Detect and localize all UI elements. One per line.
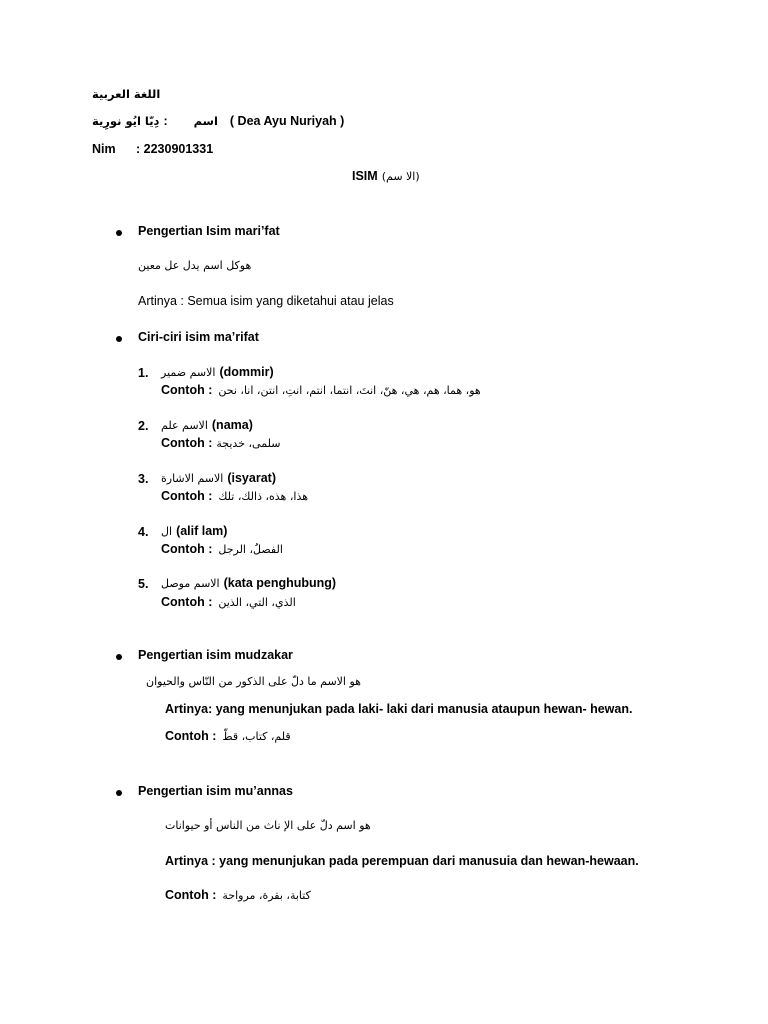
- meaning-marifat: Artinya : Semua isim yang diketahui atau jelas: [138, 294, 394, 308]
- item-arabic: الاسم موصل: [161, 577, 220, 590]
- contoh-label: Contoh :: [161, 436, 213, 450]
- list-item: [161, 365, 274, 379]
- item-arabic: الاسم ضمير: [161, 366, 216, 379]
- list-number: 1.: [138, 366, 149, 380]
- title-arabic: (الا سم): [381, 170, 420, 183]
- list-item: [161, 524, 227, 538]
- example-arabic: الذي، التي، الذين: [218, 596, 296, 609]
- list-item: [161, 576, 336, 590]
- definition-arabic-marifat: هوكل اسم يدل عل معين: [138, 259, 252, 272]
- list-number: 5.: [138, 577, 149, 591]
- contoh-label: Contoh :: [161, 383, 213, 397]
- example-arabic: سلمى، خديجة: [216, 437, 281, 450]
- bullet: [116, 336, 122, 342]
- section-heading-mudzakar: Pengertian isim mudzakar: [138, 648, 293, 662]
- name-colon: :: [163, 114, 168, 128]
- item-arabic: الاسم علم: [161, 419, 208, 432]
- name-latin: ( Dea Ayu Nuriyah ): [229, 114, 345, 128]
- nim-label: Nim: [92, 142, 116, 156]
- example-line: [161, 383, 481, 397]
- list-item: [161, 471, 276, 485]
- example-line: [161, 542, 283, 556]
- example-line: [161, 436, 280, 450]
- name-arabic: دِيّا ايُو نورِية: [92, 114, 160, 128]
- item-latin: (kata penghubung): [223, 576, 337, 590]
- item-arabic: ال: [161, 525, 173, 538]
- definition-arabic-mudzakar: هو الاسم ما دلّ على الذكور من النّاس والحيوان: [146, 675, 361, 688]
- example-line: [165, 888, 311, 902]
- contoh-label: Contoh :: [165, 729, 217, 743]
- list-number: 2.: [138, 419, 149, 433]
- section-heading-ciri: Ciri-ciri isim ma’rifat: [138, 330, 259, 344]
- bullet: [116, 230, 122, 236]
- item-latin: (dommir): [219, 365, 274, 379]
- contoh-label: Contoh :: [161, 542, 213, 556]
- list-number: 4.: [138, 525, 149, 539]
- example-arabic: هو، هما، هم، هي، هنّ، انتَ، انتما، انتم، انتِ، انتن، انا، نحن: [218, 384, 481, 397]
- bullet: [116, 654, 122, 660]
- name-line: [92, 114, 344, 128]
- contoh-label: Contoh :: [161, 489, 213, 503]
- bullet: [116, 790, 122, 796]
- meaning-mudzakar: Artinya: yang menunjukan pada laki- laki dari manusia ataupun hewan- hewan.: [165, 702, 633, 716]
- example-line: [161, 489, 308, 503]
- list-item: [161, 418, 253, 432]
- title-latin: ISIM: [352, 169, 378, 183]
- example-arabic: كتابة، بقرة، مرواحة: [222, 889, 311, 902]
- nim-line: [92, 142, 213, 156]
- page-title: [352, 169, 420, 183]
- example-arabic: الفصلُ، الرجل: [218, 543, 283, 556]
- meaning-muannas: Artinya : yang menunjukan pada perempuan dari manusuia dan hewan-hewaan.: [165, 854, 639, 868]
- example-arabic: قلم، كتاب، قطّ: [222, 730, 291, 743]
- subject-title-arabic: اللغة العربية: [92, 87, 161, 101]
- section-heading-marifat: Pengertian Isim mari’fat: [138, 224, 280, 238]
- contoh-label: Contoh :: [161, 595, 213, 609]
- name-label-arabic: اسم: [193, 114, 218, 128]
- item-latin: (isyarat): [227, 471, 276, 485]
- list-number: 3.: [138, 472, 149, 486]
- item-arabic: الاسم الاشارة: [161, 472, 224, 485]
- item-latin: (alif lam): [176, 524, 228, 538]
- definition-arabic-muannas: هو اسم دلّ على الإ ناث من الناس أو حيوانات: [165, 819, 371, 832]
- nim-value: : 2230901331: [136, 142, 214, 156]
- example-line: [165, 729, 291, 743]
- item-latin: (nama): [211, 418, 253, 432]
- contoh-label: Contoh :: [165, 888, 217, 902]
- example-arabic: هذا، هذه، ذالك، تلك: [218, 490, 309, 503]
- section-heading-muannas: Pengertian isim mu’annas: [138, 784, 293, 798]
- example-line: [161, 595, 296, 609]
